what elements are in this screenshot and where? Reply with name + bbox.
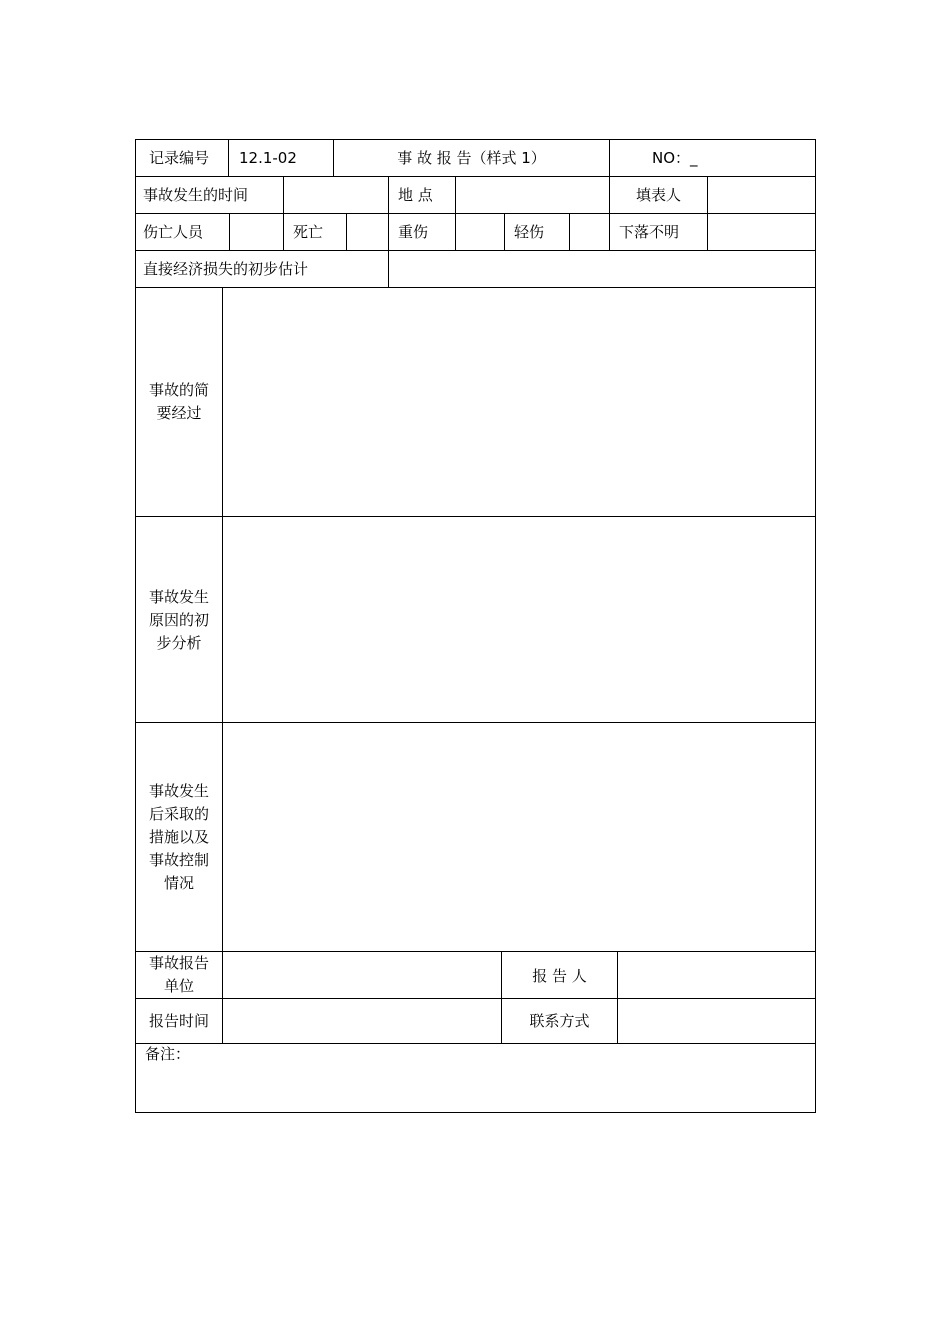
accident-time-field[interactable] (284, 177, 388, 213)
summary-label: 事故的简 要经过 (148, 381, 209, 422)
report-time-label: 报告时间 (148, 1012, 209, 1030)
deaths-label: 死亡 (293, 223, 324, 241)
form-filler-label: 填表人 (635, 186, 681, 204)
location-field[interactable] (456, 177, 609, 213)
reporting-unit-field[interactable] (223, 952, 501, 998)
minor-injury-label: 轻伤 (514, 223, 545, 241)
reporting-unit-label: 事故报告 单位 (148, 954, 209, 995)
cause-analysis-label: 事故发生 原因的初 步分析 (148, 588, 209, 652)
remarks-field[interactable] (136, 1066, 815, 1112)
cause-analysis-field[interactable] (223, 517, 815, 722)
record-number-label: 记录编号 (149, 149, 210, 167)
economic-loss-label: 直接经济损失的初步估计 (143, 260, 309, 278)
location-label: 地 点 (398, 186, 433, 204)
col-divider (609, 139, 610, 177)
col-divider (388, 213, 389, 251)
economic-loss-field[interactable] (389, 251, 815, 287)
col-divider (609, 213, 610, 251)
contact-label: 联系方式 (529, 1012, 590, 1030)
report-title: 事 故 报 告（样式 1） (397, 149, 546, 167)
form-filler-field[interactable] (708, 177, 815, 213)
contact-field[interactable] (618, 999, 815, 1043)
remarks-label: 备注： (145, 1045, 191, 1063)
report-time-field[interactable] (223, 999, 501, 1043)
reporter-label: 报 告 人 (532, 967, 587, 985)
missing-field[interactable] (708, 214, 815, 250)
serious-injury-field[interactable] (456, 214, 504, 250)
summary-field[interactable] (223, 288, 815, 516)
document-number-label: NO：_ (652, 149, 698, 167)
reporter-field[interactable] (618, 952, 815, 998)
measures-label: 事故发生 后采取的 措施以及 事故控制 情况 (148, 782, 209, 892)
col-divider (388, 176, 389, 214)
casualties-field[interactable] (230, 214, 283, 250)
measures-field[interactable] (223, 723, 815, 951)
casualties-label: 伤亡人员 (143, 223, 204, 241)
row-divider (135, 1043, 816, 1044)
col-divider (228, 139, 229, 177)
deaths-field[interactable] (347, 214, 388, 250)
accident-time-label: 事故发生的时间 (143, 186, 249, 204)
col-divider (504, 213, 505, 251)
col-divider (283, 213, 284, 251)
record-number-value: 12.1-02 (239, 149, 297, 167)
serious-injury-label: 重伤 (398, 223, 429, 241)
minor-injury-field[interactable] (570, 214, 609, 250)
missing-label: 下落不明 (619, 223, 680, 241)
